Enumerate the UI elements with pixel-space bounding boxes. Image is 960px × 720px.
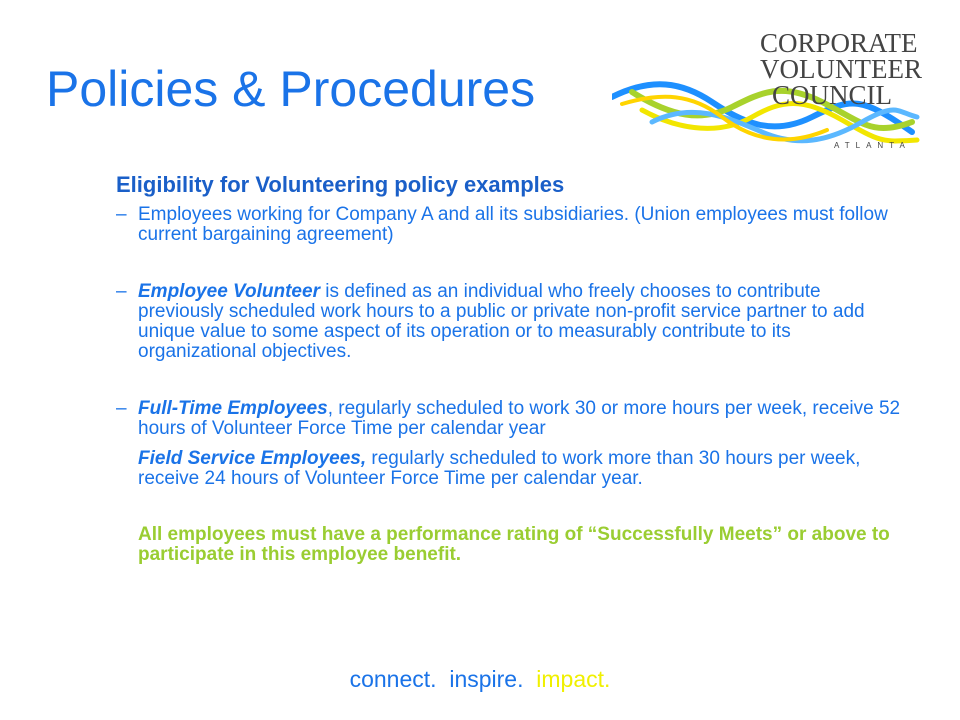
item-term: Full-Time Employees	[138, 398, 328, 419]
item-text: , regularly scheduled to work 30 or more hours per week, receive 52 hours of Volunteer Force Time per calendar year	[138, 398, 901, 439]
item-term: Field Service Employees,	[138, 448, 367, 469]
list-item	[116, 399, 906, 439]
cvc-logo	[612, 22, 924, 160]
dash-marker: –	[116, 398, 127, 419]
logo-line-3: COUNCIL	[772, 80, 892, 110]
tagline-connect: connect.	[349, 666, 437, 692]
logo-line-2: VOLUNTEER	[760, 54, 922, 84]
footer-tagline	[0, 666, 960, 693]
section-heading: Eligibility for Volunteering policy examples	[116, 172, 565, 197]
dash-marker: –	[116, 204, 127, 225]
dash-marker: –	[116, 281, 127, 302]
slide-title: Policies & Procedures	[46, 61, 536, 117]
policy-list	[116, 205, 906, 565]
tagline-inspire: inspire.	[449, 666, 524, 692]
logo-city: ATLANTA	[834, 141, 911, 150]
item-text: regularly scheduled to work more than 30 hours per week, receive 24 hours of Volunteer Force Time per calendar year.	[138, 448, 861, 489]
tagline-impact: impact.	[536, 666, 611, 692]
logo-line-1: CORPORATE	[760, 28, 918, 58]
item-term: Employee Volunteer	[138, 281, 320, 302]
list-item	[116, 205, 906, 245]
requirement-note: All employees must have a performance rating of “Successfully Meets” or above to participate in this employee benefit.	[138, 524, 890, 565]
list-item	[116, 282, 906, 362]
item-text: is defined as an individual who freely chooses to contribute previously scheduled work hours to a public or private non-profit service partner to add unique value to some aspect of its operation or to measurably contribute to its organizational objectives.	[138, 281, 865, 362]
list-item	[116, 449, 906, 489]
item-text: Employees working for Company A and all its subsidiaries. (Union employees must follow current bargaining agreement)	[138, 204, 888, 245]
